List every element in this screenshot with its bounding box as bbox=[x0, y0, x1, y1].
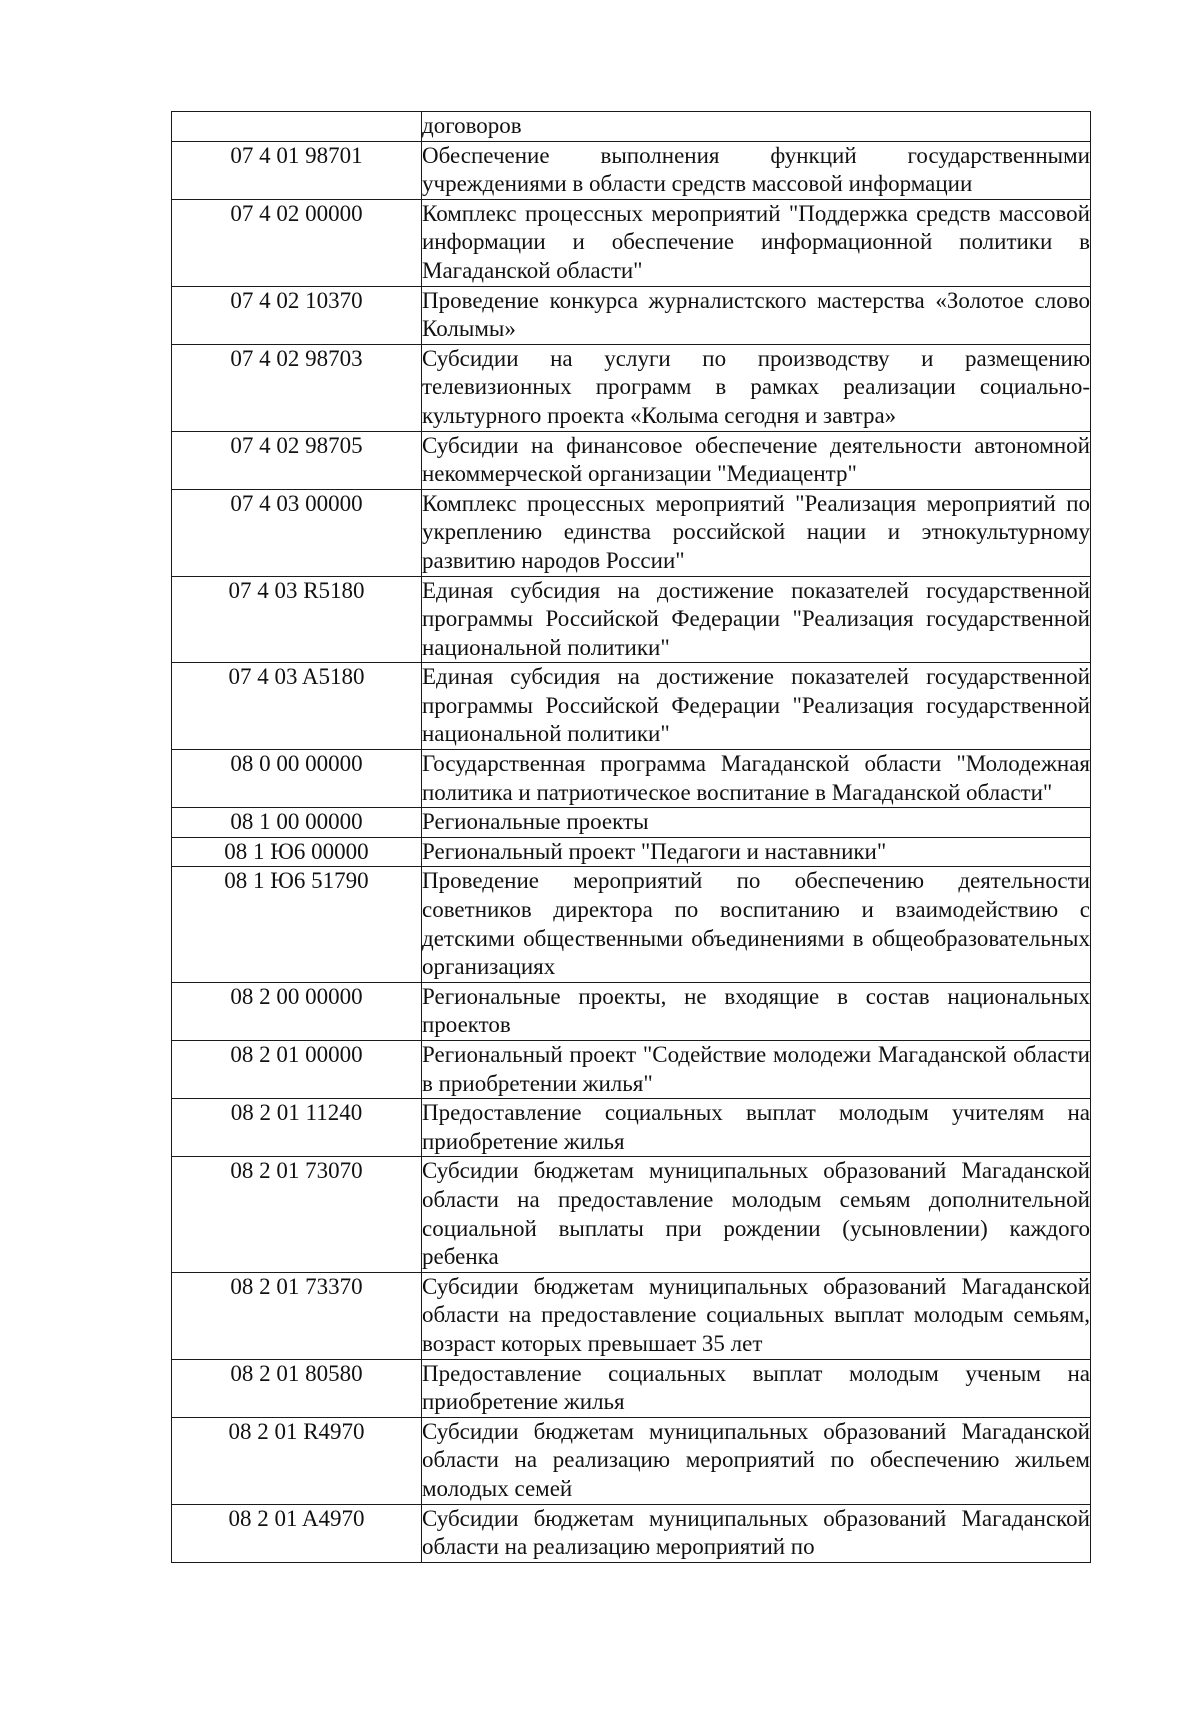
code-cell: 08 1 00 00000 bbox=[172, 808, 422, 838]
description-cell: Проведение конкурса журналистского мастерства «Золотое слово Колымы» bbox=[422, 286, 1091, 344]
code-cell: 07 4 02 98705 bbox=[172, 431, 422, 489]
code-cell: 08 2 01 11240 bbox=[172, 1099, 422, 1157]
code-cell: 08 2 01 R4970 bbox=[172, 1417, 422, 1504]
description-cell: Субсидии бюджетам муниципальных образований Магаданской области на предоставление социальных выплат молодым семьям, возраст которых превышает 35 лет bbox=[422, 1272, 1091, 1359]
code-cell: 08 2 01 00000 bbox=[172, 1041, 422, 1099]
code-cell: 07 4 02 98703 bbox=[172, 344, 422, 431]
table-row bbox=[172, 344, 1091, 431]
table-row bbox=[172, 837, 1091, 867]
table-row bbox=[172, 750, 1091, 808]
table-row bbox=[172, 867, 1091, 982]
code-cell: 08 2 01 73370 bbox=[172, 1272, 422, 1359]
code-cell bbox=[172, 112, 422, 142]
description-cell: Субсидии бюджетам муниципальных образований Магаданской области на реализацию мероприятий по bbox=[422, 1504, 1091, 1562]
code-cell: 07 4 03 A5180 bbox=[172, 663, 422, 750]
description-cell: Региональный проект "Педагоги и наставники" bbox=[422, 837, 1091, 867]
description-cell: Единая субсидия на достижение показателей государственной программы Российской Федерации "Реализация государственной национальной политики" bbox=[422, 576, 1091, 663]
description-cell: Региональные проекты bbox=[422, 808, 1091, 838]
description-cell: Государственная программа Магаданской области "Молодежная политика и патриотическое воспитание в Магаданской области" bbox=[422, 750, 1091, 808]
description-cell: Комплекс процессных мероприятий "Реализация мероприятий по укреплению единства российской нации и этнокультурному развитию народов России" bbox=[422, 489, 1091, 576]
description-cell: Предоставление социальных выплат молодым ученым на приобретение жилья bbox=[422, 1359, 1091, 1417]
table-row bbox=[172, 1041, 1091, 1099]
table-row bbox=[172, 1272, 1091, 1359]
table-row bbox=[172, 982, 1091, 1040]
description-cell: Региональные проекты, не входящие в состав национальных проектов bbox=[422, 982, 1091, 1040]
code-cell: 07 4 03 R5180 bbox=[172, 576, 422, 663]
table-row bbox=[172, 808, 1091, 838]
description-cell: Проведение мероприятий по обеспечению деятельности советников директора по воспитанию и взаимодействию с детскими общественными объединениями в общеобразовательных организациях bbox=[422, 867, 1091, 982]
code-cell: 08 2 01 73070 bbox=[172, 1157, 422, 1272]
description-cell: Субсидии на финансовое обеспечение деятельности автономной некоммерческой организации "Медиацентр" bbox=[422, 431, 1091, 489]
code-cell: 07 4 02 10370 bbox=[172, 286, 422, 344]
table-row bbox=[172, 663, 1091, 750]
code-cell: 08 1 Ю6 51790 bbox=[172, 867, 422, 982]
description-cell: Региональный проект "Содействие молодежи Магаданской области в приобретении жилья" bbox=[422, 1041, 1091, 1099]
budget-classification-table bbox=[171, 111, 1091, 1563]
description-cell: Предоставление социальных выплат молодым учителям на приобретение жилья bbox=[422, 1099, 1091, 1157]
code-cell: 08 0 00 00000 bbox=[172, 750, 422, 808]
table-row bbox=[172, 286, 1091, 344]
table-row bbox=[172, 1359, 1091, 1417]
table-row bbox=[172, 1157, 1091, 1272]
description-cell: Комплекс процессных мероприятий "Поддержка средств массовой информации и обеспечение информационной политики в Магаданской области" bbox=[422, 199, 1091, 286]
description-cell: Субсидии бюджетам муниципальных образований Магаданской области на реализацию мероприятий по обеспечению жильем молодых семей bbox=[422, 1417, 1091, 1504]
code-cell: 07 4 03 00000 bbox=[172, 489, 422, 576]
table-row bbox=[172, 112, 1091, 142]
table-body bbox=[172, 112, 1091, 1563]
description-cell: Обеспечение выполнения функций государственными учреждениями в области средств массовой информации bbox=[422, 141, 1091, 199]
table-row bbox=[172, 1417, 1091, 1504]
table-row bbox=[172, 489, 1091, 576]
code-cell: 07 4 01 98701 bbox=[172, 141, 422, 199]
description-cell: Единая субсидия на достижение показателей государственной программы Российской Федерации "Реализация государственной национальной политики" bbox=[422, 663, 1091, 750]
description-cell: Субсидии на услуги по производству и размещению телевизионных программ в рамках реализации социально-культурного проекта «Колыма сегодня и завтра» bbox=[422, 344, 1091, 431]
table-row bbox=[172, 576, 1091, 663]
code-cell: 08 2 01 80580 bbox=[172, 1359, 422, 1417]
table-row bbox=[172, 199, 1091, 286]
table-row bbox=[172, 141, 1091, 199]
table-row bbox=[172, 431, 1091, 489]
code-cell: 08 1 Ю6 00000 bbox=[172, 837, 422, 867]
table-row bbox=[172, 1504, 1091, 1562]
description-cell: договоров bbox=[422, 112, 1091, 142]
table-row bbox=[172, 1099, 1091, 1157]
code-cell: 07 4 02 00000 bbox=[172, 199, 422, 286]
code-cell: 08 2 00 00000 bbox=[172, 982, 422, 1040]
description-cell: Субсидии бюджетам муниципальных образований Магаданской области на предоставление молодым семьям дополнительной социальной выплаты при рождении (усыновлении) каждого ребенка bbox=[422, 1157, 1091, 1272]
code-cell: 08 2 01 A4970 bbox=[172, 1504, 422, 1562]
